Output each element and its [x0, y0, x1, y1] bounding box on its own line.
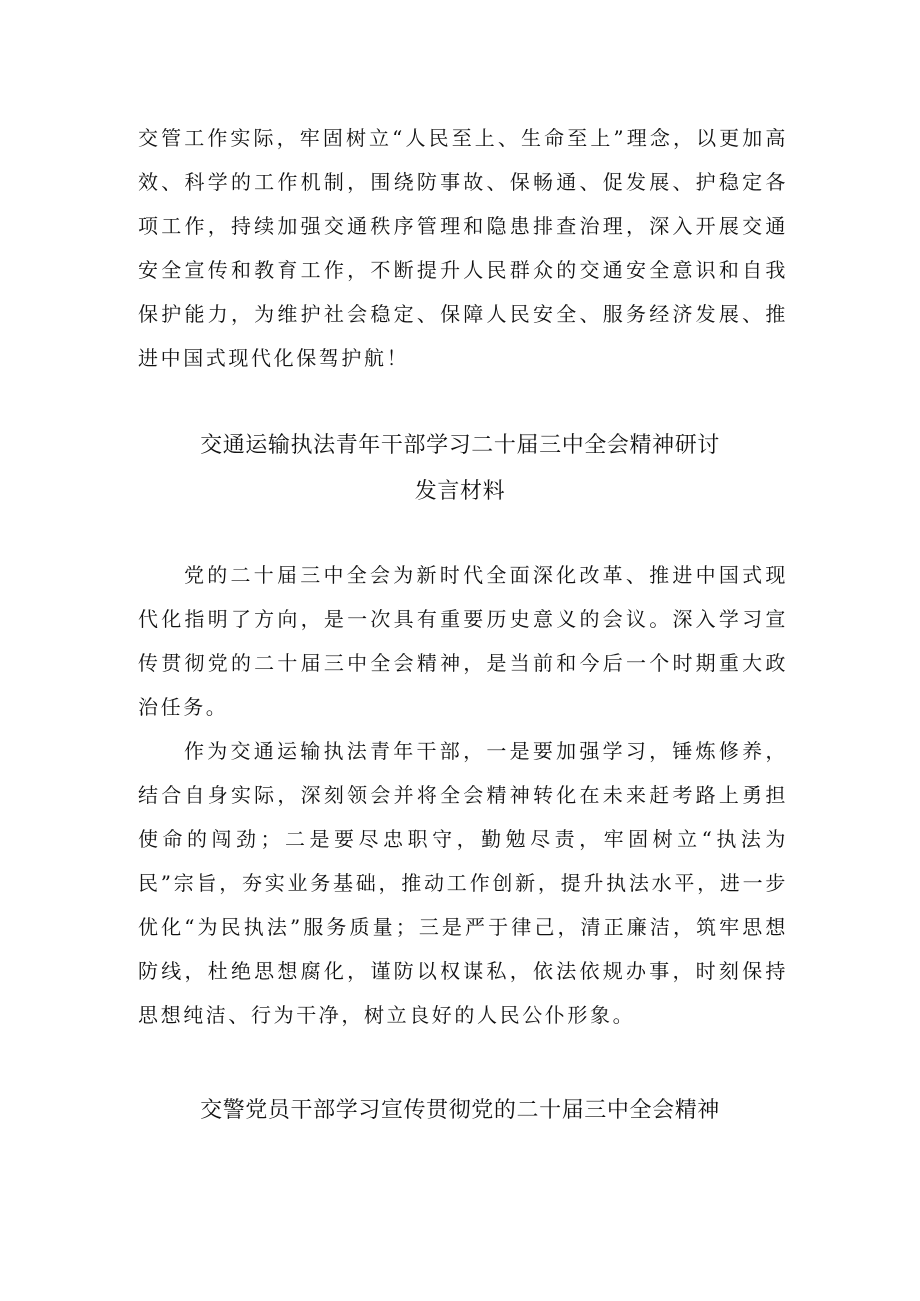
section-title-line-2: 发言材料 [414, 479, 506, 504]
body-paragraph-2: 作为交通运输执法青年干部，一是要加强学习，锤炼修养，结合自身实际，深刻领会并将全会精神转化在未来赶考路上勇担使命的闯劲；二是要尽忠职守，勤勉尽责，牢固树立“执法为民”宗旨，夯实业务基础，推动工作创新，提升执法水平，进一步优化“为民执法”服务质量；三是严于律己，清正廉洁，筑牢思想防线，杜绝思想腐化，谨防以权谋私，依法依规办事，时刻保持思想纯洁、行为干净，树立良好的人民公仆形象。 [138, 739, 788, 1027]
section-title-line-1: 交通运输执法青年干部学习二十届三中全会精神研讨 [200, 433, 720, 458]
intro-paragraph: 交管工作实际，牢固树立“人民至上、生命至上”理念，以更加高效、科学的工作机制，围绕防事故、保畅通、促发展、护稳定各项工作，持续加强交通秩序管理和隐患排查治理，深入开展交通安全宣传和教育工作，不断提升人民群众的交通安全意识和自我保护能力，为维护社会稳定、保障人民安全、服务经济发展、推进中国式现代化保驾护航！ [138, 126, 788, 370]
section-title-line-1: 交警党员干部学习宣传贯彻党的二十届三中全会精神 [200, 1098, 720, 1123]
section-title-law-enforcement [0, 423, 920, 515]
body-paragraph-1: 党的二十届三中全会为新时代全面深化改革、推进中国式现代化指明了方向，是一次具有重要历史意义的会议。深入学习宣传贯彻党的二十届三中全会精神，是当前和今后一个时期重大政治任务。 [138, 563, 788, 719]
section-title-traffic-police [0, 1088, 920, 1134]
